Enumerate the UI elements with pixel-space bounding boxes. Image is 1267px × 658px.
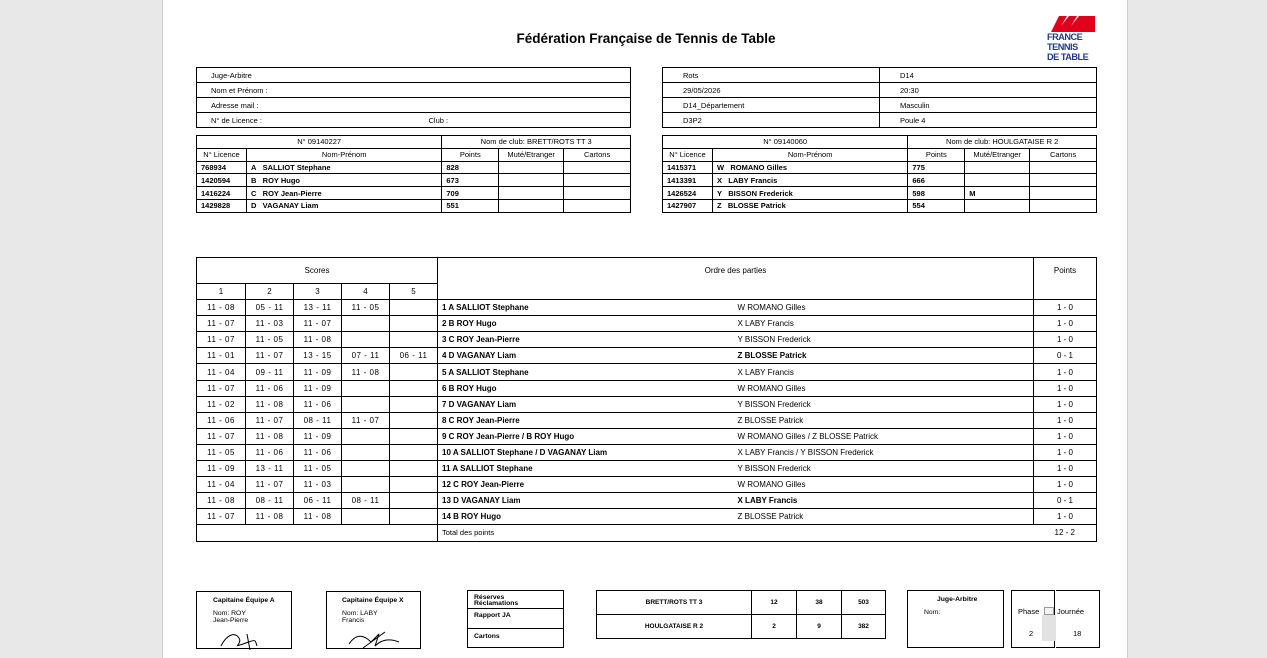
captain-x-name: Nom: LABY [342,610,378,617]
total-value: 12 - 2 [1034,525,1097,541]
match-points: 1 - 0 [1034,396,1097,412]
set-header-4: 4 [342,284,390,300]
set-score-3: 08 - 11 [294,412,342,428]
match-points: 1 - 0 [1034,509,1097,525]
team-a-club-name: Nom de club: BRETT/ROTS TT 3 [442,136,631,149]
meeting-info-table [662,67,1097,128]
set-score-1: 11 - 08 [197,300,246,316]
reclamations-label: Réclamations [474,600,519,607]
set-score-3: 06 - 11 [294,493,342,509]
set-score-2: 11 - 05 [246,332,294,348]
set-score-3: 11 - 06 [294,396,342,412]
set-score-3: 11 - 09 [294,380,342,396]
match-away-player: W ROMANO Gilles / Z BLOSSE Patrick [734,428,1034,444]
referee-licence-field[interactable]: N° de Licence : [197,113,415,128]
set-score-4: 07 - 11 [342,348,390,364]
match-points: 1 - 0 [1034,428,1097,444]
col-licence: N° Licence [197,148,247,161]
summary-team: BRETT/ROTS TT 3 [597,591,752,615]
set-score-5 [390,380,438,396]
set-score-5 [390,332,438,348]
set-score-4 [342,444,390,460]
reserves-box [467,590,564,648]
summary-table [596,590,886,639]
match-away-player: Y BISSON Frederick [734,461,1034,477]
table-row [197,461,1097,477]
score-sheet-page [162,0,1128,658]
table-row [197,364,1097,380]
division: D14 [880,68,1097,83]
set-score-3: 11 - 09 [294,364,342,380]
referee-title: Juge-Arbitre [197,68,631,83]
captain-a-name: Nom: ROY [213,610,246,617]
order-header: Ordre des parties [438,258,1034,300]
table-row [197,396,1097,412]
match-date: 29/05/2026 [663,83,880,98]
set-score-5 [390,412,438,428]
match-home-player: 8 C ROY Jean-Pierre [438,412,734,428]
set-score-1: 11 - 04 [197,364,246,380]
team-a-table [196,135,631,213]
match-home-player: 11 A SALLIOT Stephane [438,461,734,477]
set-score-4: 08 - 11 [342,493,390,509]
table-row [197,444,1097,460]
set-score-1: 11 - 01 [197,348,246,364]
match-points: 1 - 0 [1034,380,1097,396]
table-row [197,509,1097,525]
table-row [197,493,1097,509]
table-row: 1413391 X LABY Francis 666 [663,174,1097,187]
cards-label: Cartons [474,633,500,640]
set-score-5 [390,493,438,509]
table-row [597,615,886,639]
match-away-player: W ROMANO Gilles [734,300,1034,316]
set-score-2: 11 - 08 [246,396,294,412]
day-value: 18 [1073,629,1082,638]
captain-a-first-name: Jean-Pierre [213,617,249,624]
captain-a-signature-icon [217,628,277,650]
set-score-3: 11 - 09 [294,428,342,444]
table-row [197,332,1097,348]
set-score-2: 13 - 11 [246,461,294,477]
set-score-2: 11 - 08 [246,509,294,525]
match-home-player: 13 D VAGANAY Liam [438,493,734,509]
set-score-5 [390,444,438,460]
department: D14_Département [663,98,880,113]
day-label: Journée [1057,607,1085,616]
set-score-2: 11 - 07 [246,477,294,493]
phase-label: Phase [1018,607,1040,616]
match-points: 0 - 1 [1034,493,1097,509]
table-row [197,477,1097,493]
set-score-3: 11 - 05 [294,461,342,477]
set-score-5 [390,477,438,493]
set-score-4 [342,316,390,332]
captain-x-box [326,591,421,649]
match-points: 1 - 0 [1034,412,1097,428]
match-points: 1 - 0 [1034,316,1097,332]
match-home-player: 7 D VAGANAY Liam [438,396,734,412]
set-score-3: 11 - 07 [294,316,342,332]
table-row [197,316,1097,332]
set-score-1: 11 - 07 [197,332,246,348]
set-score-5 [390,509,438,525]
table-row: 1415371 W ROMANO Gilles 775 [663,161,1097,174]
set-score-2: 11 - 07 [246,412,294,428]
table-row [197,348,1097,364]
summary-value: 503 [842,591,886,615]
col-licence: N° Licence [663,148,713,161]
col-cards: Cartons [1030,148,1097,161]
set-score-3: 11 - 06 [294,444,342,460]
set-score-2: 11 - 06 [246,444,294,460]
col-transfer: Muté/Etranger [499,148,564,161]
match-home-player: 14 B ROY Hugo [438,509,734,525]
captain-x-first-name: Francis [342,617,365,624]
match-away-player: Y BISSON Frederick [734,332,1034,348]
set-header-5: 5 [390,284,438,300]
match-home-player: 1 A SALLIOT Stephane [438,300,734,316]
match-away-player: Y BISSON Frederick [734,396,1034,412]
col-name: Nom-Prénom [712,148,907,161]
set-score-2: 08 - 11 [246,493,294,509]
set-score-4 [342,509,390,525]
set-header-2: 2 [246,284,294,300]
match-away-player: Z BLOSSE Patrick [734,348,1034,364]
set-score-3: 13 - 11 [294,300,342,316]
match-away-player: Z BLOSSE Patrick [734,509,1034,525]
captain-a-box [196,591,292,649]
referee-name-field[interactable]: Nom et Prénom : [197,83,631,98]
referee-email-field[interactable]: Adresse mail : [197,98,631,113]
set-score-2: 05 - 11 [246,300,294,316]
report-label: Rapport JA [474,612,511,619]
set-score-1: 11 - 06 [197,412,246,428]
page-title: Fédération Française de Tennis de Table [516,31,776,46]
set-score-2: 09 - 11 [246,364,294,380]
pool: Poule 4 [880,113,1097,128]
fftt-logo-mark-icon [1049,14,1097,32]
set-score-4 [342,380,390,396]
set-header-3: 3 [294,284,342,300]
match-time: 20:30 [880,83,1097,98]
set-score-1: 11 - 04 [197,477,246,493]
set-score-1: 11 - 07 [197,428,246,444]
team-x-club-number: N° 09140060 [663,136,908,149]
table-row: 1426524 Y BISSON Frederick 598 M [663,187,1097,200]
captain-a-title: Capitaine Équipe A [213,597,275,604]
col-cards: Cartons [564,148,631,161]
set-score-1: 11 - 07 [197,509,246,525]
referee-sign-name: Nom: [924,609,941,616]
match-home-player: 2 B ROY Hugo [438,316,734,332]
summary-value: 382 [842,615,886,639]
match-points: 1 - 0 [1034,444,1097,460]
summary-value: 38 [797,591,842,615]
match-away-player: W ROMANO Gilles [734,477,1034,493]
set-score-5 [390,300,438,316]
table-row [197,412,1097,428]
match-away-player: X LABY Francis [734,316,1034,332]
col-name: Nom-Prénom [246,148,441,161]
set-score-4 [342,396,390,412]
table-row [197,428,1097,444]
table-row: 1427907 Z BLOSSE Patrick 554 [663,199,1097,212]
gender: Masculin [880,98,1097,113]
referee-sign-box [907,590,1004,648]
set-score-5: 06 - 11 [390,348,438,364]
day-box [1056,590,1100,648]
table-row: 1420594 B ROY Hugo 673 [197,174,631,187]
match-home-player: 5 A SALLIOT Stephane [438,364,734,380]
captain-x-title: Capitaine Équipe X [342,597,404,604]
set-score-3: 13 - 15 [294,348,342,364]
set-score-5 [390,428,438,444]
set-score-1: 11 - 08 [197,493,246,509]
col-points: Points [908,148,965,161]
reserves-label: Réserves [474,594,505,601]
match-home-player: 6 B ROY Hugo [438,380,734,396]
match-home-player: 4 D VAGANAY Liam [438,348,734,364]
match-home-player: 12 C ROY Jean-Pierre [438,477,734,493]
venue: Rots [663,68,880,83]
table-row: 1429828 D VAGANAY Liam 551 [197,199,631,212]
set-score-4: 11 - 07 [342,412,390,428]
set-score-5 [390,316,438,332]
set-score-3: 11 - 08 [294,509,342,525]
summary-value: 2 [752,615,797,639]
match-points: 1 - 0 [1034,477,1097,493]
table-row: 768934 A SALLIOT Stephane 828 [197,161,631,174]
referee-sign-title: Juge-Arbitre [937,596,978,603]
referee-info-table [196,67,631,128]
set-header-1: 1 [197,284,246,300]
table-row [197,300,1097,316]
scores-header: Scores [197,258,438,284]
match-points: 1 - 0 [1034,461,1097,477]
set-score-5 [390,364,438,380]
team-a-club-number: N° 09140227 [197,136,442,149]
col-points: Points [442,148,499,161]
set-score-4: 11 - 05 [342,300,390,316]
set-score-1: 11 - 09 [197,461,246,477]
team-x-table [662,135,1097,213]
captain-x-signature-icon [345,628,405,650]
table-row: 1416224 C ROY Jean-Pierre 709 [197,187,631,200]
set-score-4 [342,428,390,444]
col-transfer: Muté/Etranger [965,148,1030,161]
match-home-player: 10 A SALLIOT Stephane / D VAGANAY Liam [438,444,734,460]
table-row [597,591,886,615]
phase-box [1011,590,1055,648]
set-score-5 [390,396,438,412]
set-score-4 [342,477,390,493]
table-row [197,380,1097,396]
set-score-1: 11 - 07 [197,316,246,332]
match-points: 1 - 0 [1034,332,1097,348]
fftt-logo-text: FRANCE TENNIS DE TABLE [1047,32,1089,62]
referee-club-field[interactable]: Club : [415,113,631,128]
summary-value: 9 [797,615,842,639]
summary-team: HOULGATAISE R 2 [597,615,752,639]
set-score-2: 11 - 07 [246,348,294,364]
match-points: 1 - 0 [1034,300,1097,316]
total-label: Total des points [438,525,1034,541]
set-score-1: 11 - 02 [197,396,246,412]
match-home-player: 3 C ROY Jean-Pierre [438,332,734,348]
set-score-4 [342,332,390,348]
set-score-2: 11 - 08 [246,428,294,444]
match-away-player: X LABY Francis [734,364,1034,380]
match-home-player: 9 C ROY Jean-Pierre / B ROY Hugo [438,428,734,444]
level: D3P2 [663,113,880,128]
matches-table [196,257,1097,542]
match-away-player: Z BLOSSE Patrick [734,412,1034,428]
set-score-3: 11 - 03 [294,477,342,493]
team-x-club-name: Nom de club: HOULGATAISE R 2 [908,136,1097,149]
match-away-player: X LABY Francis / Y BISSON Frederick [734,444,1034,460]
set-score-4: 11 - 08 [342,364,390,380]
fftt-logo [1047,14,1099,66]
phase-value: 2 [1029,629,1034,638]
match-points: 0 - 1 [1034,348,1097,364]
set-score-5 [390,461,438,477]
match-away-player: X LABY Francis [734,493,1034,509]
set-score-4 [342,461,390,477]
points-header: Points [1034,258,1097,300]
match-away-player: W ROMANO Gilles [734,380,1034,396]
set-score-2: 11 - 03 [246,316,294,332]
set-score-3: 11 - 08 [294,332,342,348]
set-score-1: 11 - 07 [197,380,246,396]
match-points: 1 - 0 [1034,364,1097,380]
set-score-1: 11 - 05 [197,444,246,460]
summary-value: 12 [752,591,797,615]
set-score-2: 11 - 06 [246,380,294,396]
